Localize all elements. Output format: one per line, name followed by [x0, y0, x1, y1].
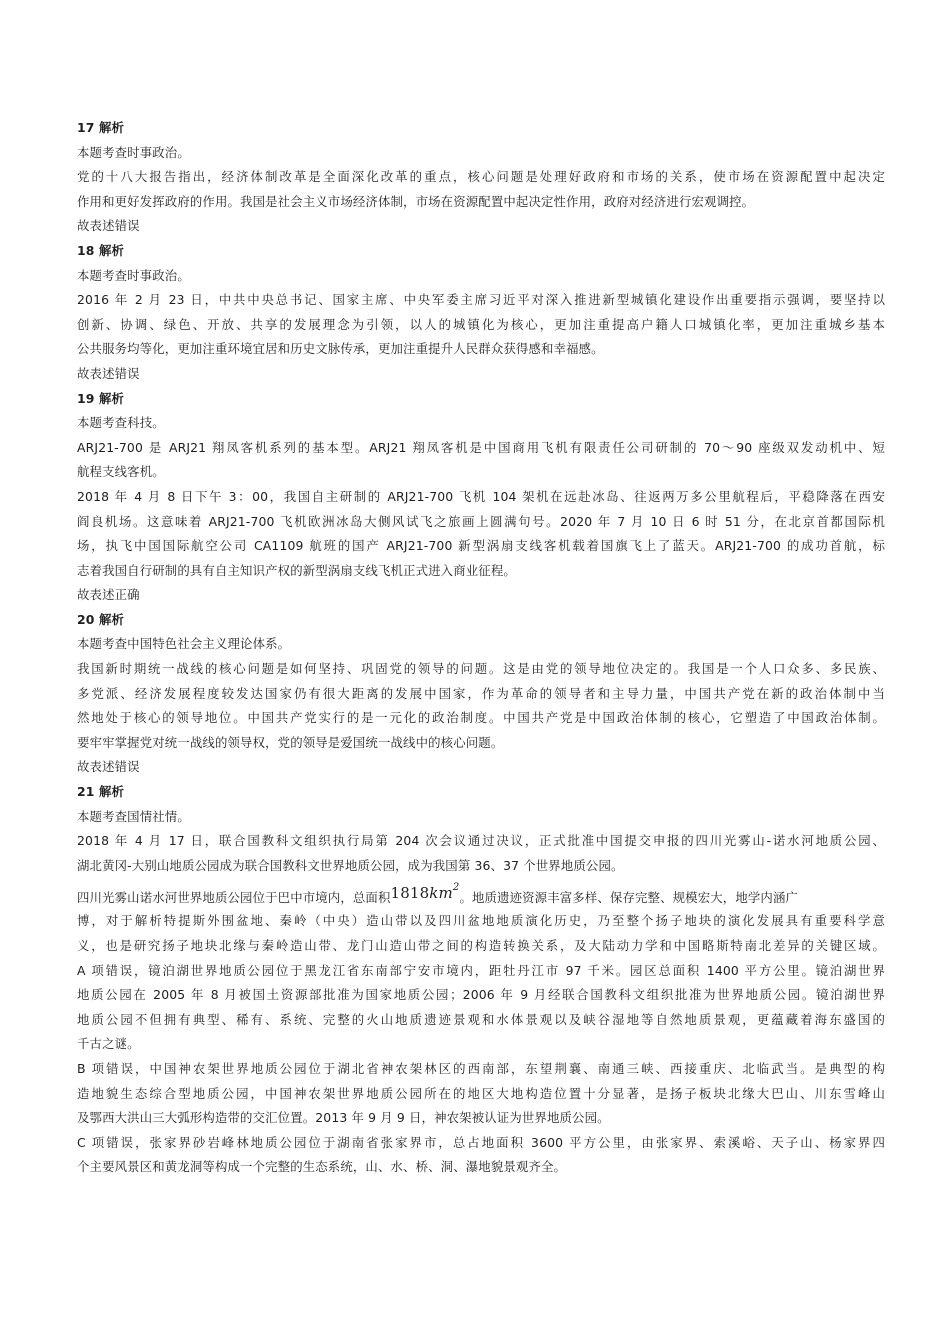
paragraph-line: 本题考查时事政治。 [77, 144, 190, 160]
answer-line: 故表述正确 [77, 587, 140, 603]
paragraph-line: 航程支线客机。 [77, 464, 165, 480]
section-20 [77, 608, 885, 780]
paragraph-line: 2016 年 2 月 23 日，中共中央总书记、国家主席、中央军委主席习近平对深入推进新型城镇化建设作出重要指示强调，要坚持以 [77, 292, 885, 308]
paragraph-line: 要牢牢掌握党对统一战线的领导权，党的领导是爱国统一战线中的核心问题。 [77, 734, 504, 750]
paragraph-line: 党的十八大报告指出，经济体制改革是全面深化改革的重点，核心问题是处理好政府和市场的关系，使市场在资源配置中起决定 [77, 169, 885, 185]
section-heading: 17 解析 [77, 120, 125, 135]
area-formula [391, 874, 460, 909]
paragraph-line: 本题考查中国特色社会主义理论体系。 [77, 636, 291, 652]
answer-line: 故表述错误 [77, 759, 140, 775]
section-heading: 18 解析 [77, 242, 125, 258]
option-a-line: 地质公园不但拥有典型、稀有、系统、完整的火山地质遗迹景观和水体景观以及峡谷湿地等自然地质景观，更蕴藏着海东盛国的 [77, 1011, 885, 1027]
formula-exponent: 2 [452, 882, 460, 894]
paragraph-line: 本题考查时事政治。 [77, 267, 190, 283]
paragraph-line: 义，也是研究扬子地块北缘与秦岭造山带、龙门山造山带之间的构造转换关系，及大陆动力学和中国略斯特南北差异的关键区域。 [77, 938, 885, 953]
formula-number: 1818 [390, 884, 430, 903]
paragraph-line: 然地处于核心的领导地位。中国共产党实行的是一元化的政治制度。中国共产党是中国政治体制的核心，它塑造了中国政治体制。 [77, 710, 885, 726]
section-18 [77, 239, 885, 387]
formula-unit: km [429, 884, 453, 903]
answer-line: 故表述错误 [77, 218, 140, 234]
formula-text-before: 四川光雾山诺水河世界地质公园位于巴中市境内，总面积 [77, 890, 391, 906]
paragraph-line: 本题考查科技。 [77, 415, 165, 431]
document-page [77, 116, 885, 1180]
answer-line: 故表述错误 [77, 365, 140, 381]
option-a-line: 千古之谜。 [77, 1036, 140, 1052]
section-21 [77, 780, 885, 1180]
formula-paragraph-line [77, 878, 885, 909]
paragraph-line: ARJ21-700 是 ARJ21 翔凤客机系列的基本型。ARJ21 翔凤客机是中国商用飞机有限责任公司研制的 70～90 座级双发动机中、短 [77, 439, 885, 455]
section-19 [77, 387, 885, 608]
paragraph-line: 阎良机场。这意味着 ARJ21-700 飞机欧洲冰岛大侧风试飞之旅画上圆满句号。2020 年 7 月 10 日 6 时 51 分，在北京首都国际机 [77, 513, 885, 529]
paragraph-line: 创新、协调、绿色、开放、共享的发展理念为引领，以人的城镇化为核心，更加注重提高户籍人口城镇化率，更加注重城乡基本 [77, 316, 885, 332]
option-c-line: 个主要风景区和黄龙洞等构成一个完整的生态系统，山、水、桥、洞、瀑地貌景观齐全。 [77, 1159, 567, 1175]
option-b-line: 造地貌生态综合型地质公园，中国神农架世界地质公园所在的地区大地构造位置十分显著，是扬子板块北缘大巴山、川东雪峰山 [77, 1085, 885, 1101]
paragraph-line: 公共服务均等化，更加注重环境宜居和历史文脉传承，更加注重提升人民群众获得感和幸福感。 [77, 341, 604, 357]
option-a-line: A 项错误，镜泊湖世界地质公园位于黑龙江省东南部宁安市境内，距牡丹江市 97 千米。园区总面积 1400 平方公里。镜泊湖世界 [77, 962, 885, 978]
section-17 [77, 116, 885, 239]
section-heading: 20 解析 [77, 611, 125, 627]
formula-text-after: 。地质遗迹资源丰富多样、保存完整、规模宏大，地学内涵广 [459, 890, 799, 906]
paragraph-line: 场，执飞中国国际航空公司 CA1109 航班的国产 ARJ21-700 新型涡扇支线客机载着国旗飞上了蓝天。ARJ21-700 的成功首航，标 [77, 538, 885, 554]
paragraph-line: 我国新时期统一战线的核心问题是如何坚持、巩固党的领导的问题。这是由党的领导地位决定的。我国是一个人口众多、多民族、 [77, 661, 885, 677]
option-b-line: B 项错误，中国神农架世界地质公园位于湖北省神农架林区的西南部，东望荆襄、南通三峡、西接重庆、北临武当。是典型的构 [77, 1060, 885, 1076]
option-a-line: 地质公园在 2005 年 8 月被国土资源部批准为国家地质公园；2006 年 9 月经联合国教科文组织批准为世界地质公园。镜泊湖世界 [77, 987, 885, 1003]
paragraph-line: 2018 年 4 月 8 日下午 3：00，我国自主研制的 ARJ21-700 飞机 104 架机在远赴冰岛、往返两万多公里航程后，平稳降落在西安 [77, 488, 885, 504]
option-c-line: C 项错误，张家界砂岩峰林地质公园位于湖南省张家界市，总占地面积 3600 平方公里，由张家界、索溪峪、天子山、杨家界四 [77, 1134, 885, 1150]
paragraph-line: 多党派、经济发展程度较发达国家仍有很大距离的发展中国家，作为革命的领导者和主导力量，中国共产党在新的政治体制中当 [77, 685, 885, 701]
paragraph-line: 博，对于解析特提斯外围盆地、秦岭（中央）造山带以及四川盆地地质演化历史，乃至整个扬子地块的演化发展具有重要科学意 [77, 913, 885, 929]
paragraph-line: 2018 年 4 月 17 日，联合国教科文组织执行局第 204 次会议通过决议，正式批准中国提交申报的四川光雾山-诺水河地质公园、 [77, 833, 885, 849]
section-heading: 19 解析 [77, 390, 125, 406]
paragraph-line: 作用和更好发挥政府的作用。我国是社会主义市场经济体制，市场在资源配置中起决定性作用，政府对经济进行宏观调控。 [77, 193, 755, 209]
paragraph-line: 湖北黄冈-大别山地质公园成为联合国教科文世界地质公园，成为我国第 36、37 个世界地质公园。 [77, 857, 624, 873]
section-heading: 21 解析 [77, 784, 125, 800]
paragraph-line: 志着我国自行研制的具有自主知识产权的新型涡扇支线飞机正式进入商业征程。 [77, 562, 516, 578]
paragraph-line: 本题考查国情社情。 [77, 808, 190, 824]
option-b-line: 及鄂西大洪山三大弧形构造带的交汇位置。2013 年 9 月 9 日，神农架被认证为世界地质公园。 [77, 1110, 610, 1126]
